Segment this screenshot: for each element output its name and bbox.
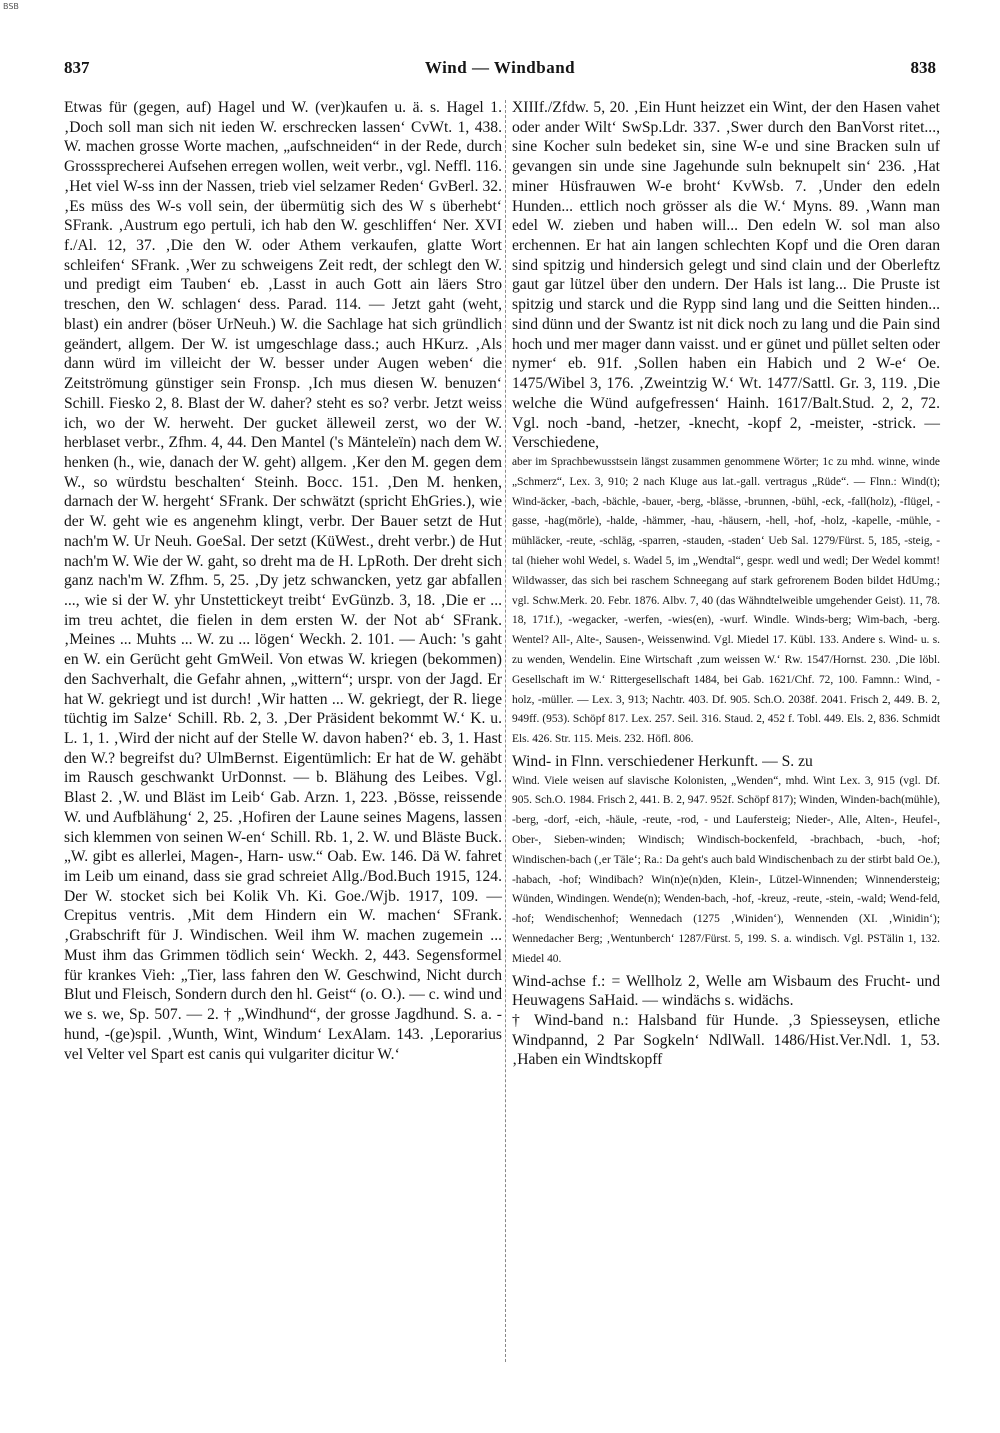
page-header — [64, 58, 936, 84]
column-divider — [505, 100, 506, 1362]
running-title: Wind — Windband — [424, 58, 576, 77]
page-number-right: 838 — [910, 58, 936, 77]
column-left — [64, 98, 502, 1064]
entry-paragraph-2: Wind- in Flnn. verschiedener Herkunft. — S. zu — [512, 752, 813, 770]
entry-windachse: Wind-achse f.: = Wellholz 2, Welle am Wisbaum des Frucht- und Heuwagens SaHaid. — windächs s. widächs. — [512, 972, 940, 1010]
entry-paragraph-1: XIIIf./Zfdw. 5, 20. ‚Ein Hunt heizzet ein Wint, der den Hasen vahet oder ander Wilt‘ SwSp.Ldr. 337. ‚Swer durch den BanVorst ritet..., sine Kocher suln bedeket sin, sine W-e und sine Bracken suln uf gevangen sin unde sine Jagehunde suln beknupelt sin‘ 236. ‚Hat miner Hüsfrauwen W-e broht‘ KvWsb. 7. ‚Under den edeln Hunden... ettlich noch grösser als die W.‘ Myns. 89. ‚Wann man edel W. zieben und haben will... Den edeln W. sol man also erchennen. Er hat ain langen schlechten Kopf und die Oren daran sind spitzig und hindersich gelegt und sind clain und der Oberleftz gaut gar lützel über den undern. Der Hals ist lang... Die Pruste ist spitzig und starck und die Rypp sind lang und die Seitten hinden... sind dünn und der Swantz ist nit dick noch zu lang und die Pain sind hoch und mer mager dann vaisst. und er günet und püllet selten oder nymer‘ eb. 91f. ‚Sollen haben ein Habich und 2 W-e‘ Oe. 1475/Wibel 3, 176. ‚Zweintzig W.‘ Wt. 1477/Sattl. Gr. 3, 119. ‚Die welche die Wünd aufgefressen‘ Hainh. 1617/Balt.Stud. 2, 2, 72. Vgl. noch -band, -hetzer, -knecht, -kopf 2, -meister, -strick. — Verschiedene, — [512, 99, 940, 452]
page-number-left: 837 — [64, 58, 90, 77]
column-right — [512, 98, 940, 1070]
corner-stamp: BSB — [3, 2, 19, 11]
etymology-note-2: Wind. Viele weisen auf slavische Kolonisten, „Wenden“, mhd. Wint Lex. 3, 915 (vgl. Df. 905. Sch.O. 1984. Frisch 2, 441. B. 2, 947. 952f. Schöpf 817); Winden, Winden-bach(mühle), -berg, -dorf, -eich, -häule, -reute, -rod, - und Laufersteig; Nieder-, Alle, Alten-, Heufel-, Ober-, Sieben-winden; Windisch; Windisch-bockenfeld, -brachbach, -buch, -hof; Windischen-bach (‚er Täle‘; Ra.: Da geht's auch bald Windischenbach zu der stirbt bald Oe.), -habach, -hof; Windibach? Win(n)e(n)den, Klein-, Lützel-Winnenden; Winnendersteig; Wünden, Windingen. Wende(n); Wenden-bach, -hof, -kreuz, -reute, -stein, -wald; Wend-feld, -hof; Wendischenhof; Wennedach (1275 ‚Winiden‘), Wennenden (XI. ‚Winidin‘); Wennedacher Berg; ‚Wentunberch‘ 1287/Fürst. 5, 199. S. a. windisch. Vgl. PSTälin 1, 132. Miedel 40. — [512, 774, 940, 965]
entry-windband: † Wind-band n.: Halsband für Hunde. ‚3 Spiesseysen, etliche Windpannd, 2 Par Sogkeln‘ NdlWall. 1486/Hist.Ver.Ndl. 1, 53. ‚Haben ein Windtskopff — [512, 1012, 940, 1069]
left-column-text: Etwas für (gegen, auf) Hagel und W. (ver)kaufen u. ä. s. Hagel 1. ‚Doch soll man sich nit ieden W. erschrecken lassen‘ CvWt. 1, 438. W. machen grosse Worte machen, „aufschneiden“ in der Rede, durch Grosssprecherei Aufsehen erregen wollen, weit verbr., vgl. Neffl. 116. ‚Het viel W-ss inn der Nassen, trieb viel selzamer Reden‘ GvBerl. 32. ‚Es müss des W-s voll sein, der übermütig sich des W s überhebt‘ SFrank. ‚Austrum ego pertuli, ich hab den W. geschliffen‘ Ner. XVI f./Al. 12, 37. ‚Die den W. oder Athem verkaufen, glatte Wort schleifen‘ SFrank. ‚Wer zu schweigens Zeit redt, der schlegt den W. und predigt eim Tauben‘ eb. ‚Lasst in auch Gott ain läers Stro treschen, den W. schlagen‘ dess. Parad. 114. — Jetzt gaht (weht, blast) ein andrer (böser UrNeuh.) W. die Sachlage hat sich gründlich geändert, allgem. Der W. ist umgeschlage dass.; auch HKurz. ‚Als dann würd im villeicht der W. besser under Augen weben‘ die Zeitströmung günstiger sein Fronsp. ‚Ich mus diesen W. benuzen‘ Schill. Fiesko 2, 8. Blast der W. daher? steht es so? verbr. Jetzt weiss ich, wo der W. herweht. Der gucket älleweil zerst, wo der W. herblaset verbr., Zfhm. 4, 44. Den Mantel ('s Mänteleïn) nach dem W. henken (h., wie, danach der W. geht) allgem. ‚Ker den M. gegen dem W., so würdstu beschalten‘ Steinh. Bocc. 151. ‚Den M. henken, darnach der W. hergeht‘ SFrank. Der schwätzt (spricht EhGries.), wie der W. geht wie es angenehm klingt, verbr. Der Bauer setzt de Hut nach'm W. Ur Neuh. GoeSal. Der setzt (KüWest., dreht verbr.) de Hut nach'm W. Wie der W. gaht, so dreht ma de H. LpRoth. Der dreht sich ganz nach'm W. Zfhm. 5, 25. ‚Dy jetz schwancken, yetz gar abfallen ..., wie si der W. yhr Unstettickeyt treibt‘ EvGünzb. 3, 18. ‚Die er ... im treu achtet, die fielen in dem ersten W. der Not ab‘ SFrank. ‚Meines ... Muhts ... W. zu ... lögen‘ Weckh. 2. 101. — Auch: 's gaht en W. ein Gerücht geht GmWeil. Von etwas W. kriegen (bekommen) den Sachverhalt, die Gefahr ahnen, „wittern“; urspr. von der Jagd. Er hat W. gekriegt und ist durch! ‚Wir hatten ... W. gekriegt, der R. liege tüchtig im Salze‘ Schill. Rb. 2, 3. ‚Der Präsident bekommt W.‘ K. u. L. 1, 1. ‚Wird der nicht auf der Stelle W. davon haben?‘ eb. 3, 1. Hast den W.? begreifst du? UlmBernst. Eigentümlich: Er hat de W. gehäbt im Rausch geschwankt UrDonnst. — b. Blähung des Leibes. Vgl. Blast 2. ‚W. und Bläst im Leib‘ Gab. Arzn. 1, 223. ‚Bösse, reissende W. und Aufblähung‘ 2, 25. ‚Hofiren der Laune seines Magens, lassen sich klemmen von seinen W-en‘ Schill. Rb. 1, 2. W. und Bläste Buck. „W. gibt es allerlei, Magen-, Harn- usw.“ Oab. Ew. 146. Dä W. fahret im Leib um einand, dass sie grad schreiet Allg./Bod.Buch 1915, 124. Der W. stocket sich bei Kolik Vh. Ki. Goe./Wjb. 1917, 109. — Crepitus ventris. ‚Mit dem Hindern ein W. machen‘ SFrank. ‚Grabschrift für J. Windischen. Weil ihm W. machen zugemein ... Must ihm das Grimmen tödlich sein‘ Weckh. 2, 443. Segensformel für krankes Vieh: „Tier, lass fahren den W. Geschwind, Nicht durch Blut und Fleisch, Sondern durch den hl. Geist“ (o. O.). — c. wind und we s. we, Sp. 507. — 2. † „Windhund“, der grosse Jagdhund. S. a. -hund, -(ge)spil. ‚Wunth, Wint, Windum‘ LexAlam. 143. ‚Leporarius vel Velter vel Spart est canis qui vulgariter dicitur W.‘ — [64, 99, 502, 1063]
etymology-note-1: aber im Sprachbewusstsein längst zusammen genommene Wörter; 1c zu mhd. winne, winde „Schmerz“, Lex. 3, 910; 2 nach Kluge aus lat.-gall. vertragus „Rüde“. — Flnn.: Wind(t); Wind-äcker, -bach, -bächle, -bauer, -berg, -blässe, -brunnen, -bühl, -eck, -fall(holz), -flügel, -gasse, -hag(mörle), -halde, -hämmer, -hau, -häusern, -hell, -hof, -holz, -kapelle, -mühle, -mühläcker, -reute, -schläg, -sparren, -stauden, -staden‘ Ueb Sal. 1279/Fürst. 5, 185, -steig, -tal (hieher wohl Wedel, s. Wadel 5, im „Wendtal“, gespr. wedl und wedl; Der Wedel kommt! Wildwasser, das sich bei raschem Schneegang auf stark gefrorenem Boden bildet HdUmg.; vgl. Schw.Merk. 20. Febr. 1876. Albv. 7, 40 (das Wähndtelweible umgehender Geist). 11, 78. 18, 171f.), -wegacker, -werfen, -wies(en), -wurf. Windle. Winds-berg; Wim-bach, -berg. Wentel? All-, Alte-, Sausen-, Weissenwind. Vgl. Miedel 17. Kübl. 133. Andere s. Wind- u. s. zu wenden, Wendelin. Eine Wirtschaft ‚zum weissen W.‘ Rw. 1547/Hornst. 230. ‚Die löbl. Gesellschaft im W.‘ Rittergesellschaft 1484, bei Gab. 1621/Chf. 72, 100. Famnn.: Wind, -holz, -müller. — Lex. 3, 913; Nachtr. 403. Df. 905. Sch.O. 2038f. 2041. Frisch 2, 449. B. 2, 949ff. (953). Schöpf 817. Lex. 257. Seil. 316. Staud. 2, 452 f. Tobl. 449. Els. 2, 836. Schmidt Els. 426. Str. 115. Meis. 232. Höfl. 806. — [512, 455, 940, 746]
